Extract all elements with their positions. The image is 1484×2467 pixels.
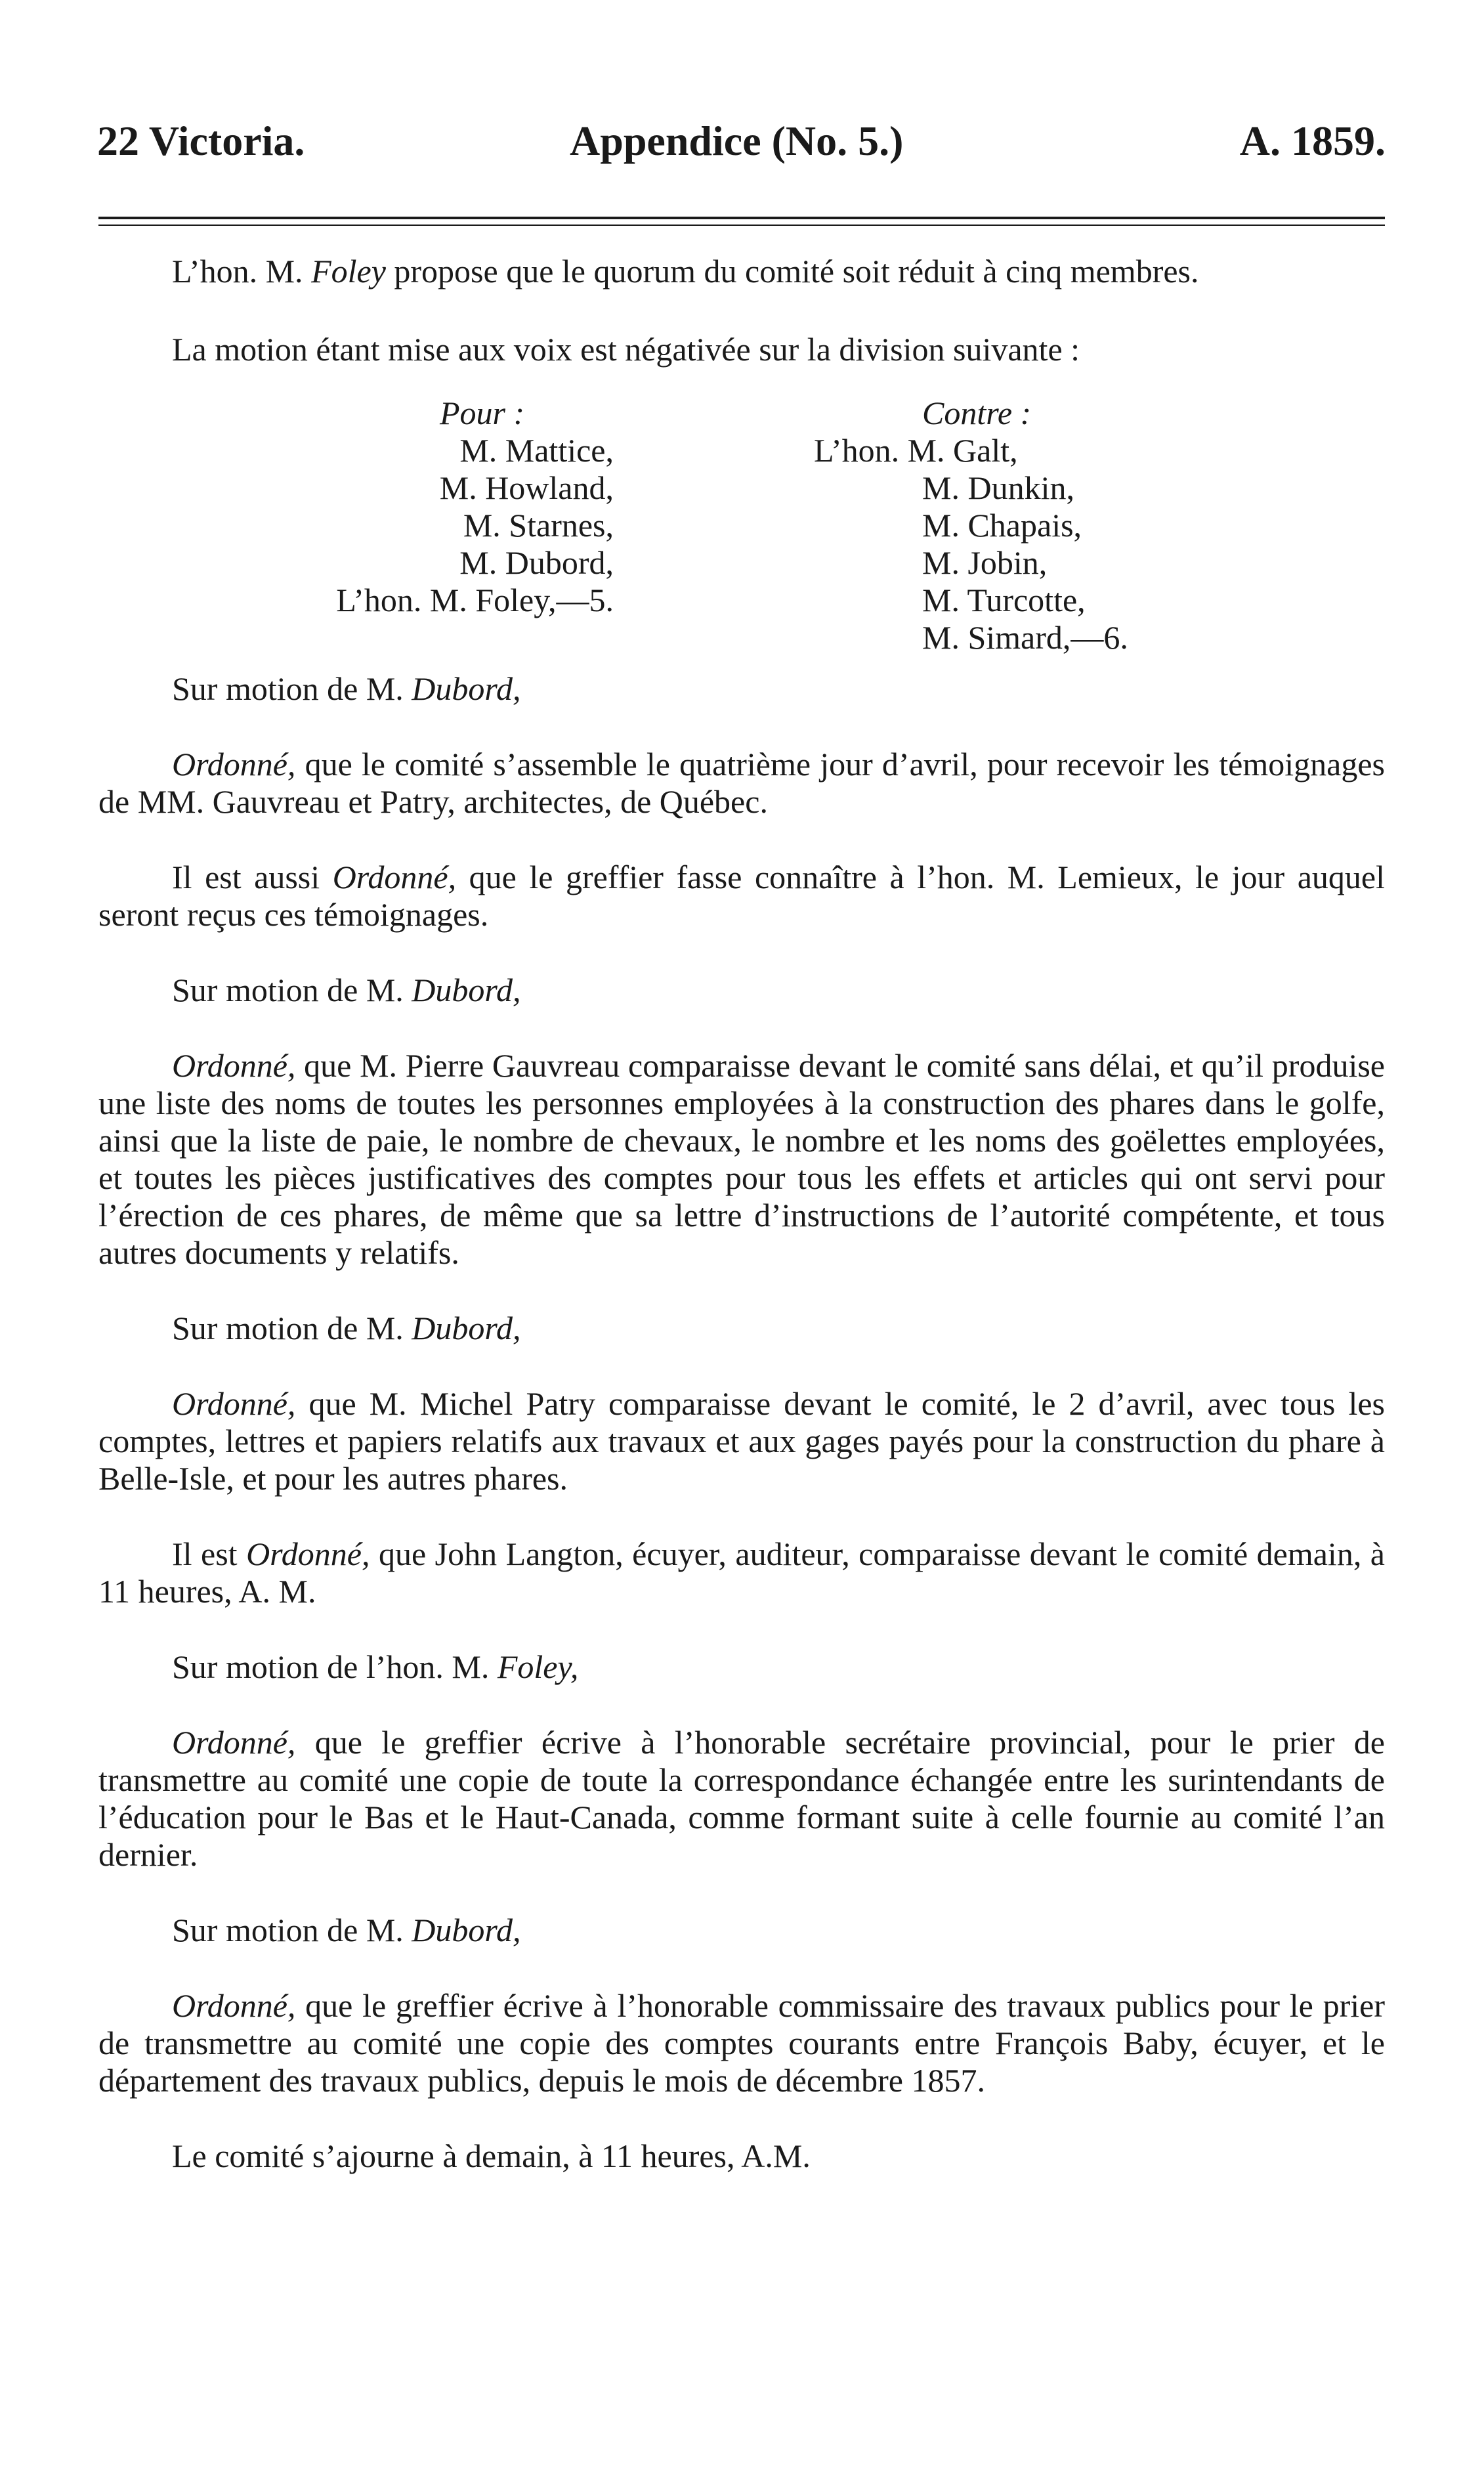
contre-member: M. Turcotte, — [922, 582, 1086, 618]
mover-name: Dubord, — [412, 1912, 521, 1948]
quorum-prefix: L’hon. M. — [172, 253, 312, 290]
contre-member: L’hon. M. Galt, — [814, 432, 1018, 469]
pour-member: L’hon. M. Foley,—5. — [336, 582, 614, 618]
header-rule-thin — [98, 225, 1385, 226]
mover-line — [98, 670, 1385, 708]
order-keyword: Ordonné, — [246, 1535, 370, 1572]
order-paragraph — [98, 1385, 1385, 1497]
order-text: que John Langton, écuyer, auditeur, comparaisse devant le comité demain, à 11 heures, A. M. — [98, 1535, 1386, 1610]
order-keyword: Ordonné, — [332, 859, 457, 895]
order-paragraph — [98, 1535, 1385, 1610]
order-text: que le greffier écrive à l’honorable secrétaire provincial, pour le prier de transmettre au comité une copie de toute la correspondance échangée entre les surintendants de l’éducation pour le Bas et le Haut-Canada, comme formant suite à celle fournie au comité l’an dernier. — [98, 1724, 1385, 1873]
order-paragraph — [98, 859, 1385, 933]
pour-member: M. Howland, — [439, 469, 614, 506]
header-rule-thick — [98, 217, 1385, 219]
order-keyword: Ordonné, — [172, 1724, 296, 1761]
running-header — [97, 117, 1386, 176]
header-session: 22 Victoria. — [97, 118, 305, 164]
order-keyword: Ordonné, — [172, 1987, 296, 2024]
order-keyword: Ordonné, — [172, 746, 296, 783]
mover-name: Dubord, — [412, 670, 521, 707]
mover-prefix: Sur motion de M. — [172, 972, 412, 1008]
division-statement: La motion étant mise aux voix est négativée sur la division suivante : — [172, 331, 1080, 368]
mover-prefix: Sur motion de M. — [172, 1912, 412, 1948]
pour-member: M. Starnes, — [463, 507, 614, 544]
mover-name: Dubord, — [412, 1310, 521, 1346]
quorum-motion — [98, 253, 1385, 290]
order-text: que le greffier écrive à l’honorable commissaire des travaux publics pour le prier de transmettre au comité une copie des comptes courants entre François Baby, écuyer, et le département des travaux publics, depuis le mois de décembre 1857. — [98, 1987, 1385, 2099]
quorum-text: propose que le quorum du comité soit réduit à cinq membres. — [385, 253, 1199, 290]
order-text: que le comité s’assemble le quatrième jour d’avril, pour recevoir les témoignages de MM. Gauvreau et Patry, architectes, de Québec. — [98, 746, 1385, 820]
order-keyword: Ordonné, — [172, 1385, 296, 1422]
mover-prefix: Sur motion de M. — [172, 670, 412, 707]
order-paragraph — [98, 1047, 1385, 1272]
contre-member: M. Jobin, — [922, 544, 1048, 581]
order-paragraph — [98, 1724, 1385, 1874]
mover-line — [98, 1912, 1385, 1949]
vote-pour-column — [246, 395, 719, 619]
order-text: que le greffier fasse connaître à l’hon. M. Lemieux, le jour auquel seront reçus ces témoignages. — [98, 859, 1385, 933]
header-year: A. 1859. — [1239, 118, 1386, 164]
mover-prefix: Sur motion de M. — [172, 1310, 412, 1346]
mover-prefix: Sur motion de l’hon. M. — [172, 1648, 498, 1685]
contre-member: M. Dunkin, — [922, 469, 1074, 506]
quorum-member: Foley — [311, 253, 386, 290]
order-text: que M. Pierre Gauvreau comparaisse devant le comité sans délai, et qu’il produise une liste des noms de toutes les personnes employées à la construction des phares dans le golfe, ainsi que la liste de paie, le nombre de chevaux, le nombre et les noms des goëlettes employées, et toutes les pièces justificatives des comptes pour tous les effets et articles qui ont servi pour l’érection de ces phares, de même que sa lettre d’instructions de l’autorité compétente, et tous autres documents y relatifs. — [98, 1047, 1385, 1271]
mover-name: Dubord, — [412, 972, 521, 1008]
header-appendix: Appendice (No. 5.) — [570, 118, 904, 164]
mover-line — [98, 1648, 1385, 1686]
pour-member: M. Dubord, — [459, 544, 614, 581]
pour-member: M. Mattice, — [459, 432, 614, 469]
mover-name: Foley, — [497, 1648, 579, 1685]
pour-label: Pour : — [440, 395, 525, 431]
order-text: que M. Michel Patry comparaisse devant le comité, le 2 d’avril, avec tous les comptes, lettres et papiers relatifs aux travaux et aux gages payés pour la construction du phare à Belle-Isle, et pour les autres phares. — [98, 1385, 1385, 1497]
vote-division — [98, 395, 1385, 670]
adjournment: Le comité s’ajourne à demain, à 11 heures, A.M. — [172, 2137, 811, 2174]
order-lead: Il est — [172, 1535, 247, 1572]
order-paragraph — [98, 746, 1385, 821]
contre-label: Contre : — [922, 395, 1032, 431]
order-keyword: Ordonné, — [172, 1047, 296, 1084]
mover-line — [98, 972, 1385, 1009]
mover-line — [98, 1310, 1385, 1347]
contre-member: M. Simard,—6. — [922, 619, 1128, 656]
contre-member: M. Chapais, — [922, 507, 1082, 544]
order-paragraph — [98, 1987, 1385, 2099]
order-lead: Il est aussi — [172, 859, 333, 895]
vote-contre-column — [814, 395, 1273, 656]
document-body — [98, 253, 1385, 2175]
